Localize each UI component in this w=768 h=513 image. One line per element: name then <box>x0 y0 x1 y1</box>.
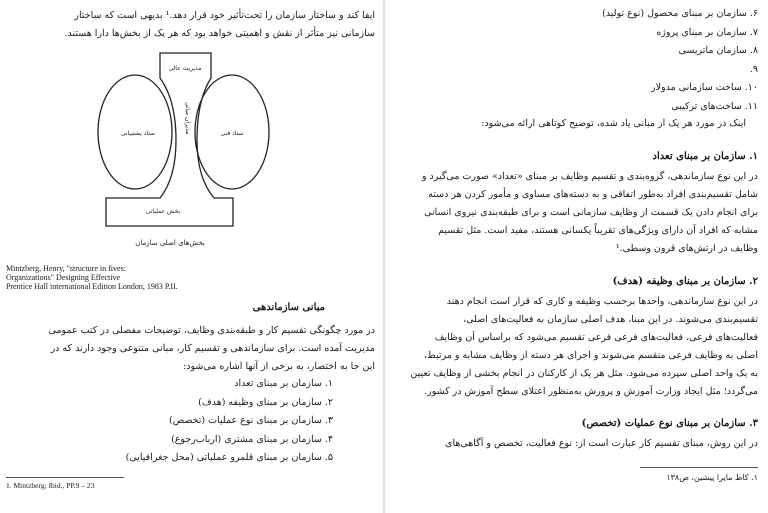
list-item: ۶. سازمان بر مبنای محصول (نوع تولید) <box>602 8 758 19</box>
left-list <box>126 375 333 468</box>
section-1-line: برای انجام دادن یک قسمت از وظایف سازمانی است و برای طبقه‌بندی نیروی انسانی <box>424 207 758 218</box>
left-text-line-1: ایفا کند و ساختار سازمان را تحت‌تأثیر خود قرار دهد.¹ بدیهی است که ساختار <box>74 10 375 21</box>
footnote-rule <box>640 467 758 468</box>
right-page <box>385 0 768 513</box>
section-2-heading: ۲. سازمان بر مبنای وظیفه (هدف) <box>612 276 758 287</box>
body-line-3: این جا به اختصار، به برخی از آنها اشاره می‌شود: <box>183 361 375 372</box>
section-1-line: در این نوع سازماندهی، گروه‌بندی و تقسیم وظایف بر مبنای «تعداد» صورت می‌گیرد و <box>421 171 758 182</box>
body-line-2: مدیریت آمده است. برای سازماندهی و تقسیم کار، مبانی متنوعی وجود دارند که در <box>50 343 375 354</box>
section-1-line: مشابه که افراد آن دارای ویژگی‌های تقریباً یکسانی هستند، مفید است. مثل تقسیم <box>438 225 758 236</box>
footnote-rule <box>6 477 124 478</box>
section-2-line: به یک واحد اصلی سپرده می‌شود. مثل هر یک از کارکنان در انجام بخشی از وظایف تعیین <box>410 368 758 379</box>
section-3-line: در این روش، مبنای تقسیم کار عبارت است از: نوع فعالیت، تخصص و آگاهی‌های <box>445 438 758 449</box>
list-item: ۸. سازمان ماتریسی <box>678 45 758 57</box>
list-item: ۷. سازمان بر مبنای پروژه <box>656 26 758 38</box>
footnote: ۱. کاظ مایرا پیشین، ص۱۳۸ <box>666 473 758 482</box>
list-item: ۲. سازمان بر مبنای وظیفه (هدف) <box>198 396 333 408</box>
diagram-label-bottom: بخش عملیاتی <box>145 208 181 215</box>
reference-line-3: Prentice Hall international Edition London, 1983 P.II. <box>6 282 178 291</box>
diagram-label-middle: مدیران میانی <box>184 101 191 135</box>
figure-caption: بخش‌های اصلی سازمان <box>135 239 205 247</box>
section-1-line: وظایف در ارتش‌های قرون وسطی.¹ <box>615 243 758 254</box>
section-2-line: فعالیت‌های فرعی، فعالیت‌های فرعی فرعی تقسیم می‌شود که براساس آن وظایف <box>434 332 758 343</box>
left-page <box>0 0 383 513</box>
section-2-line: در این نوع سازماندهی، واحدها برحسب وظیفه و کاری که قرار است انجام دهند <box>446 296 758 307</box>
diagram-label-left: ستاد پشتیبانی <box>120 130 156 137</box>
section-2-line: می‌گردد؛ مثل ایجاد وزارت آموزش و پرورش به‌منظور اعتلای سطح آموزش در کشور. <box>424 386 758 397</box>
list-item: ۱۱. ساخت‌های ترکیبی <box>671 100 758 112</box>
section-2-line: تقسیم‌بندی می‌شوند. در این مبنا، هدف اصلی سازمان به فعالیت‌های اصلی، <box>463 314 758 325</box>
list-item: ۵. سازمان بر مبنای قلمرو عملیاتی (محل جغرافیایی) <box>125 452 333 464</box>
list-item: ۱. سازمان بر مبنای تعداد <box>234 378 333 389</box>
left-text-line-2: سازمانی نیز متأثر از نقش و اهمیتی خواهد بود که هر یک از بخش‌ها دارا هستند. <box>64 28 375 39</box>
intro-text: اینک در مورد هر یک از مبانی یاد شده، توضیح کوتاهی ارائه می‌شود: <box>481 118 746 129</box>
list-item: ۹. <box>749 63 758 75</box>
diagram-label-right: ستاد فنی <box>220 130 244 137</box>
diagram-label-top: مدیریت عالی <box>168 65 202 72</box>
section-1-line: شامل تقسیم‌بندی افراد به‌طور اتفاقی و به دسته‌های مساوی و مأمور کردن هر دسته <box>428 189 758 200</box>
footnote: 1. Mintzberg; Ibid., PP.9 – 23 <box>6 481 95 490</box>
diagram-outline-strategic-apex <box>106 53 233 226</box>
list-item: ۱۰. ساخت سازمانی مدولار <box>650 82 758 94</box>
list-item: ۳. سازمان بر مبنای نوع عملیات (تخصص) <box>169 415 333 427</box>
reference-line-1: Mintzberg, Henry, "structure in fives: <box>6 264 126 273</box>
reference-line-2: Organizations" Designing Effective <box>6 273 121 282</box>
body-line-1: در مورد چگونگی تقسیم کار و طبقه‌بندی وظایف، توضیحات مفصلی در کتب عمومی <box>48 325 375 336</box>
right-list <box>602 5 758 117</box>
organization-parts-diagram <box>0 0 383 260</box>
section-2-line: اصلی به وظایف فرعی منقسم می‌شوند و اجرای هر دسته از وظایف مشابه و مرتبط، <box>423 350 758 361</box>
section-1-heading: ۱. سازمان بر مبنای تعداد <box>652 151 758 162</box>
section-3-heading: ۳. سازمان بر مبنای نوع عملیات (تخصص) <box>581 418 758 429</box>
list-item: ۴. سازمان بر مبنای مشتری (ارباب‌رجوع) <box>171 433 333 445</box>
section-heading: مبانی سازماندهی <box>252 302 325 313</box>
